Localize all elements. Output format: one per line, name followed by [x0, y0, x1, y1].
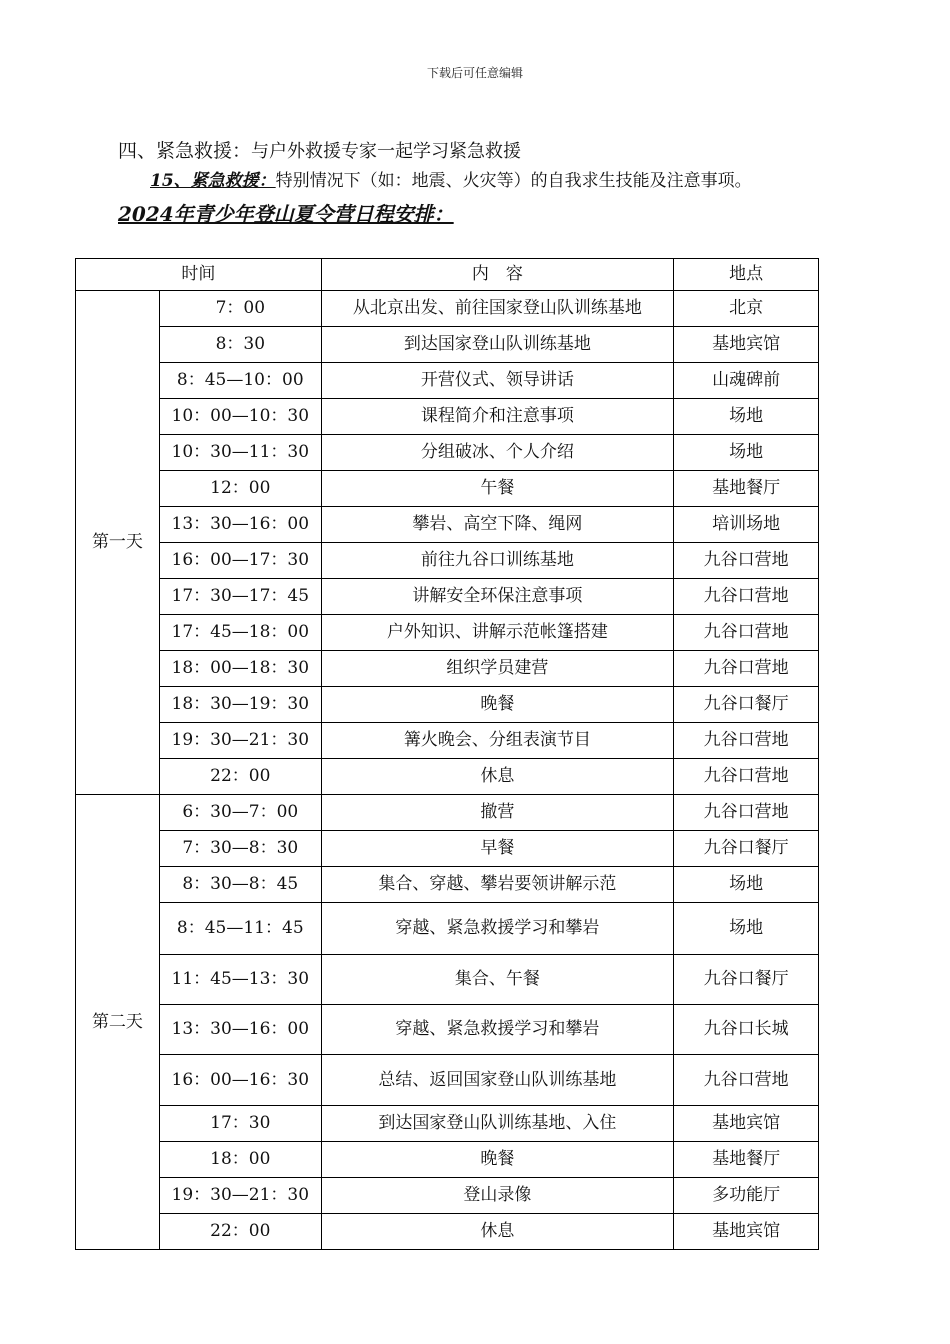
table-row	[76, 1005, 819, 1055]
table-row	[76, 687, 819, 723]
table-row	[76, 291, 819, 327]
table-row	[76, 1106, 819, 1142]
content-cell: 午餐	[321, 471, 673, 507]
table-row	[76, 955, 819, 1005]
content-cell: 从北京出发、前往国家登山队训练基地	[321, 291, 673, 327]
table-row	[76, 1055, 819, 1106]
table-row	[76, 363, 819, 399]
time-cell: 11：45—13：30	[159, 955, 321, 1005]
table-row	[76, 327, 819, 363]
table-row	[76, 759, 819, 795]
day-label: 第一天	[76, 291, 160, 795]
time-cell: 10：00—10：30	[159, 399, 321, 435]
content-cell: 前往九谷口训练基地	[321, 543, 673, 579]
place-cell: 九谷口餐厅	[674, 687, 819, 723]
time-cell: 17：30	[159, 1106, 321, 1142]
content-cell: 总结、返回国家登山队训练基地	[321, 1055, 673, 1106]
time-cell: 8：30	[159, 327, 321, 363]
time-cell: 18：30—19：30	[159, 687, 321, 723]
place-cell: 九谷口营地	[674, 759, 819, 795]
place-cell: 多功能厅	[674, 1178, 819, 1214]
place-cell: 山魂碑前	[674, 363, 819, 399]
header-time: 时间	[76, 259, 322, 291]
table-row	[76, 579, 819, 615]
table-row	[76, 435, 819, 471]
place-cell: 九谷口餐厅	[674, 831, 819, 867]
table-row	[76, 831, 819, 867]
table-row	[76, 543, 819, 579]
schedule-title: 2024年青少年登山夏令营日程安排：	[118, 202, 454, 226]
time-cell: 13：30—16：00	[159, 1005, 321, 1055]
place-cell: 九谷口营地	[674, 543, 819, 579]
content-cell: 攀岩、高空下降、绳网	[321, 507, 673, 543]
place-cell: 场地	[674, 399, 819, 435]
table-row	[76, 723, 819, 759]
content-cell: 户外知识、讲解示范帐篷搭建	[321, 615, 673, 651]
content-cell: 到达国家登山队训练基地、入住	[321, 1106, 673, 1142]
place-cell: 基地餐厅	[674, 1142, 819, 1178]
time-cell: 8：30—8：45	[159, 867, 321, 903]
content-cell: 分组破冰、个人介绍	[321, 435, 673, 471]
place-cell: 九谷口营地	[674, 1055, 819, 1106]
time-cell: 16：00—16：30	[159, 1055, 321, 1106]
content-cell: 撤营	[321, 795, 673, 831]
table-row	[76, 867, 819, 903]
content-cell: 早餐	[321, 831, 673, 867]
time-cell: 18：00	[159, 1142, 321, 1178]
time-cell: 18：00—18：30	[159, 651, 321, 687]
place-cell: 九谷口营地	[674, 723, 819, 759]
schedule-table	[75, 258, 819, 1250]
place-cell: 九谷口餐厅	[674, 955, 819, 1005]
content-cell: 集合、穿越、攀岩要领讲解示范	[321, 867, 673, 903]
time-cell: 16：00—17：30	[159, 543, 321, 579]
day-label: 第二天	[76, 795, 160, 1250]
table-header-row	[76, 259, 819, 291]
content-cell: 穿越、紧急救援学习和攀岩	[321, 903, 673, 955]
content-cell: 到达国家登山队训练基地	[321, 327, 673, 363]
content-cell: 篝火晚会、分组表演节目	[321, 723, 673, 759]
time-cell: 12：00	[159, 471, 321, 507]
content-cell: 休息	[321, 1214, 673, 1250]
content-cell: 课程简介和注意事项	[321, 399, 673, 435]
time-cell: 13：30—16：00	[159, 507, 321, 543]
place-cell: 场地	[674, 867, 819, 903]
place-cell: 九谷口长城	[674, 1005, 819, 1055]
place-cell: 场地	[674, 435, 819, 471]
place-cell: 九谷口营地	[674, 651, 819, 687]
time-cell: 6：30—7：00	[159, 795, 321, 831]
place-cell: 九谷口营地	[674, 795, 819, 831]
time-cell: 19：30—21：30	[159, 1178, 321, 1214]
place-cell: 培训场地	[674, 507, 819, 543]
time-cell: 10：30—11：30	[159, 435, 321, 471]
header-content: 内 容	[321, 259, 673, 291]
content-cell: 穿越、紧急救援学习和攀岩	[321, 1005, 673, 1055]
section-title: 四、紧急救援：	[118, 140, 252, 162]
place-cell: 基地宾馆	[674, 1214, 819, 1250]
table-row	[76, 1142, 819, 1178]
table-row	[76, 651, 819, 687]
content-cell: 讲解安全环保注意事项	[321, 579, 673, 615]
time-cell: 8：45—10：00	[159, 363, 321, 399]
time-cell: 19：30—21：30	[159, 723, 321, 759]
time-cell: 7：30—8：30	[159, 831, 321, 867]
paragraph-text: 特别情况下（如：地震、火灾等）的自我求生技能及注意事项。	[275, 171, 752, 191]
schedule-table-body	[76, 259, 819, 1250]
page-header: 下载后可任意编辑	[426, 66, 523, 80]
place-cell: 北京	[674, 291, 819, 327]
content-cell: 集合、午餐	[321, 955, 673, 1005]
place-cell: 基地宾馆	[674, 327, 819, 363]
header-place: 地点	[674, 259, 819, 291]
content-cell: 开营仪式、领导讲话	[321, 363, 673, 399]
place-cell: 九谷口营地	[674, 579, 819, 615]
place-cell: 基地餐厅	[674, 471, 819, 507]
place-cell: 九谷口营地	[674, 615, 819, 651]
content-cell: 晚餐	[321, 1142, 673, 1178]
time-cell: 22：00	[159, 759, 321, 795]
time-cell: 17：45—18：00	[159, 615, 321, 651]
table-row	[76, 1214, 819, 1250]
time-cell: 7：00	[159, 291, 321, 327]
table-row	[76, 1178, 819, 1214]
section-heading	[118, 136, 521, 163]
paragraph-lead: 15、紧急救援：	[150, 171, 276, 191]
table-row	[76, 615, 819, 651]
content-cell: 组织学员建营	[321, 651, 673, 687]
place-cell: 基地宾馆	[674, 1106, 819, 1142]
place-cell: 场地	[674, 903, 819, 955]
content-cell: 晚餐	[321, 687, 673, 723]
time-cell: 17：30—17：45	[159, 579, 321, 615]
time-cell: 22：00	[159, 1214, 321, 1250]
table-row	[76, 903, 819, 955]
content-cell: 休息	[321, 759, 673, 795]
paragraph	[150, 166, 752, 191]
table-row	[76, 507, 819, 543]
table-row	[76, 399, 819, 435]
time-cell: 8：45—11：45	[159, 903, 321, 955]
table-row	[76, 471, 819, 507]
content-cell: 登山录像	[321, 1178, 673, 1214]
table-row	[76, 795, 819, 831]
section-subtitle: 与户外救援专家一起学习紧急救援	[251, 141, 522, 162]
